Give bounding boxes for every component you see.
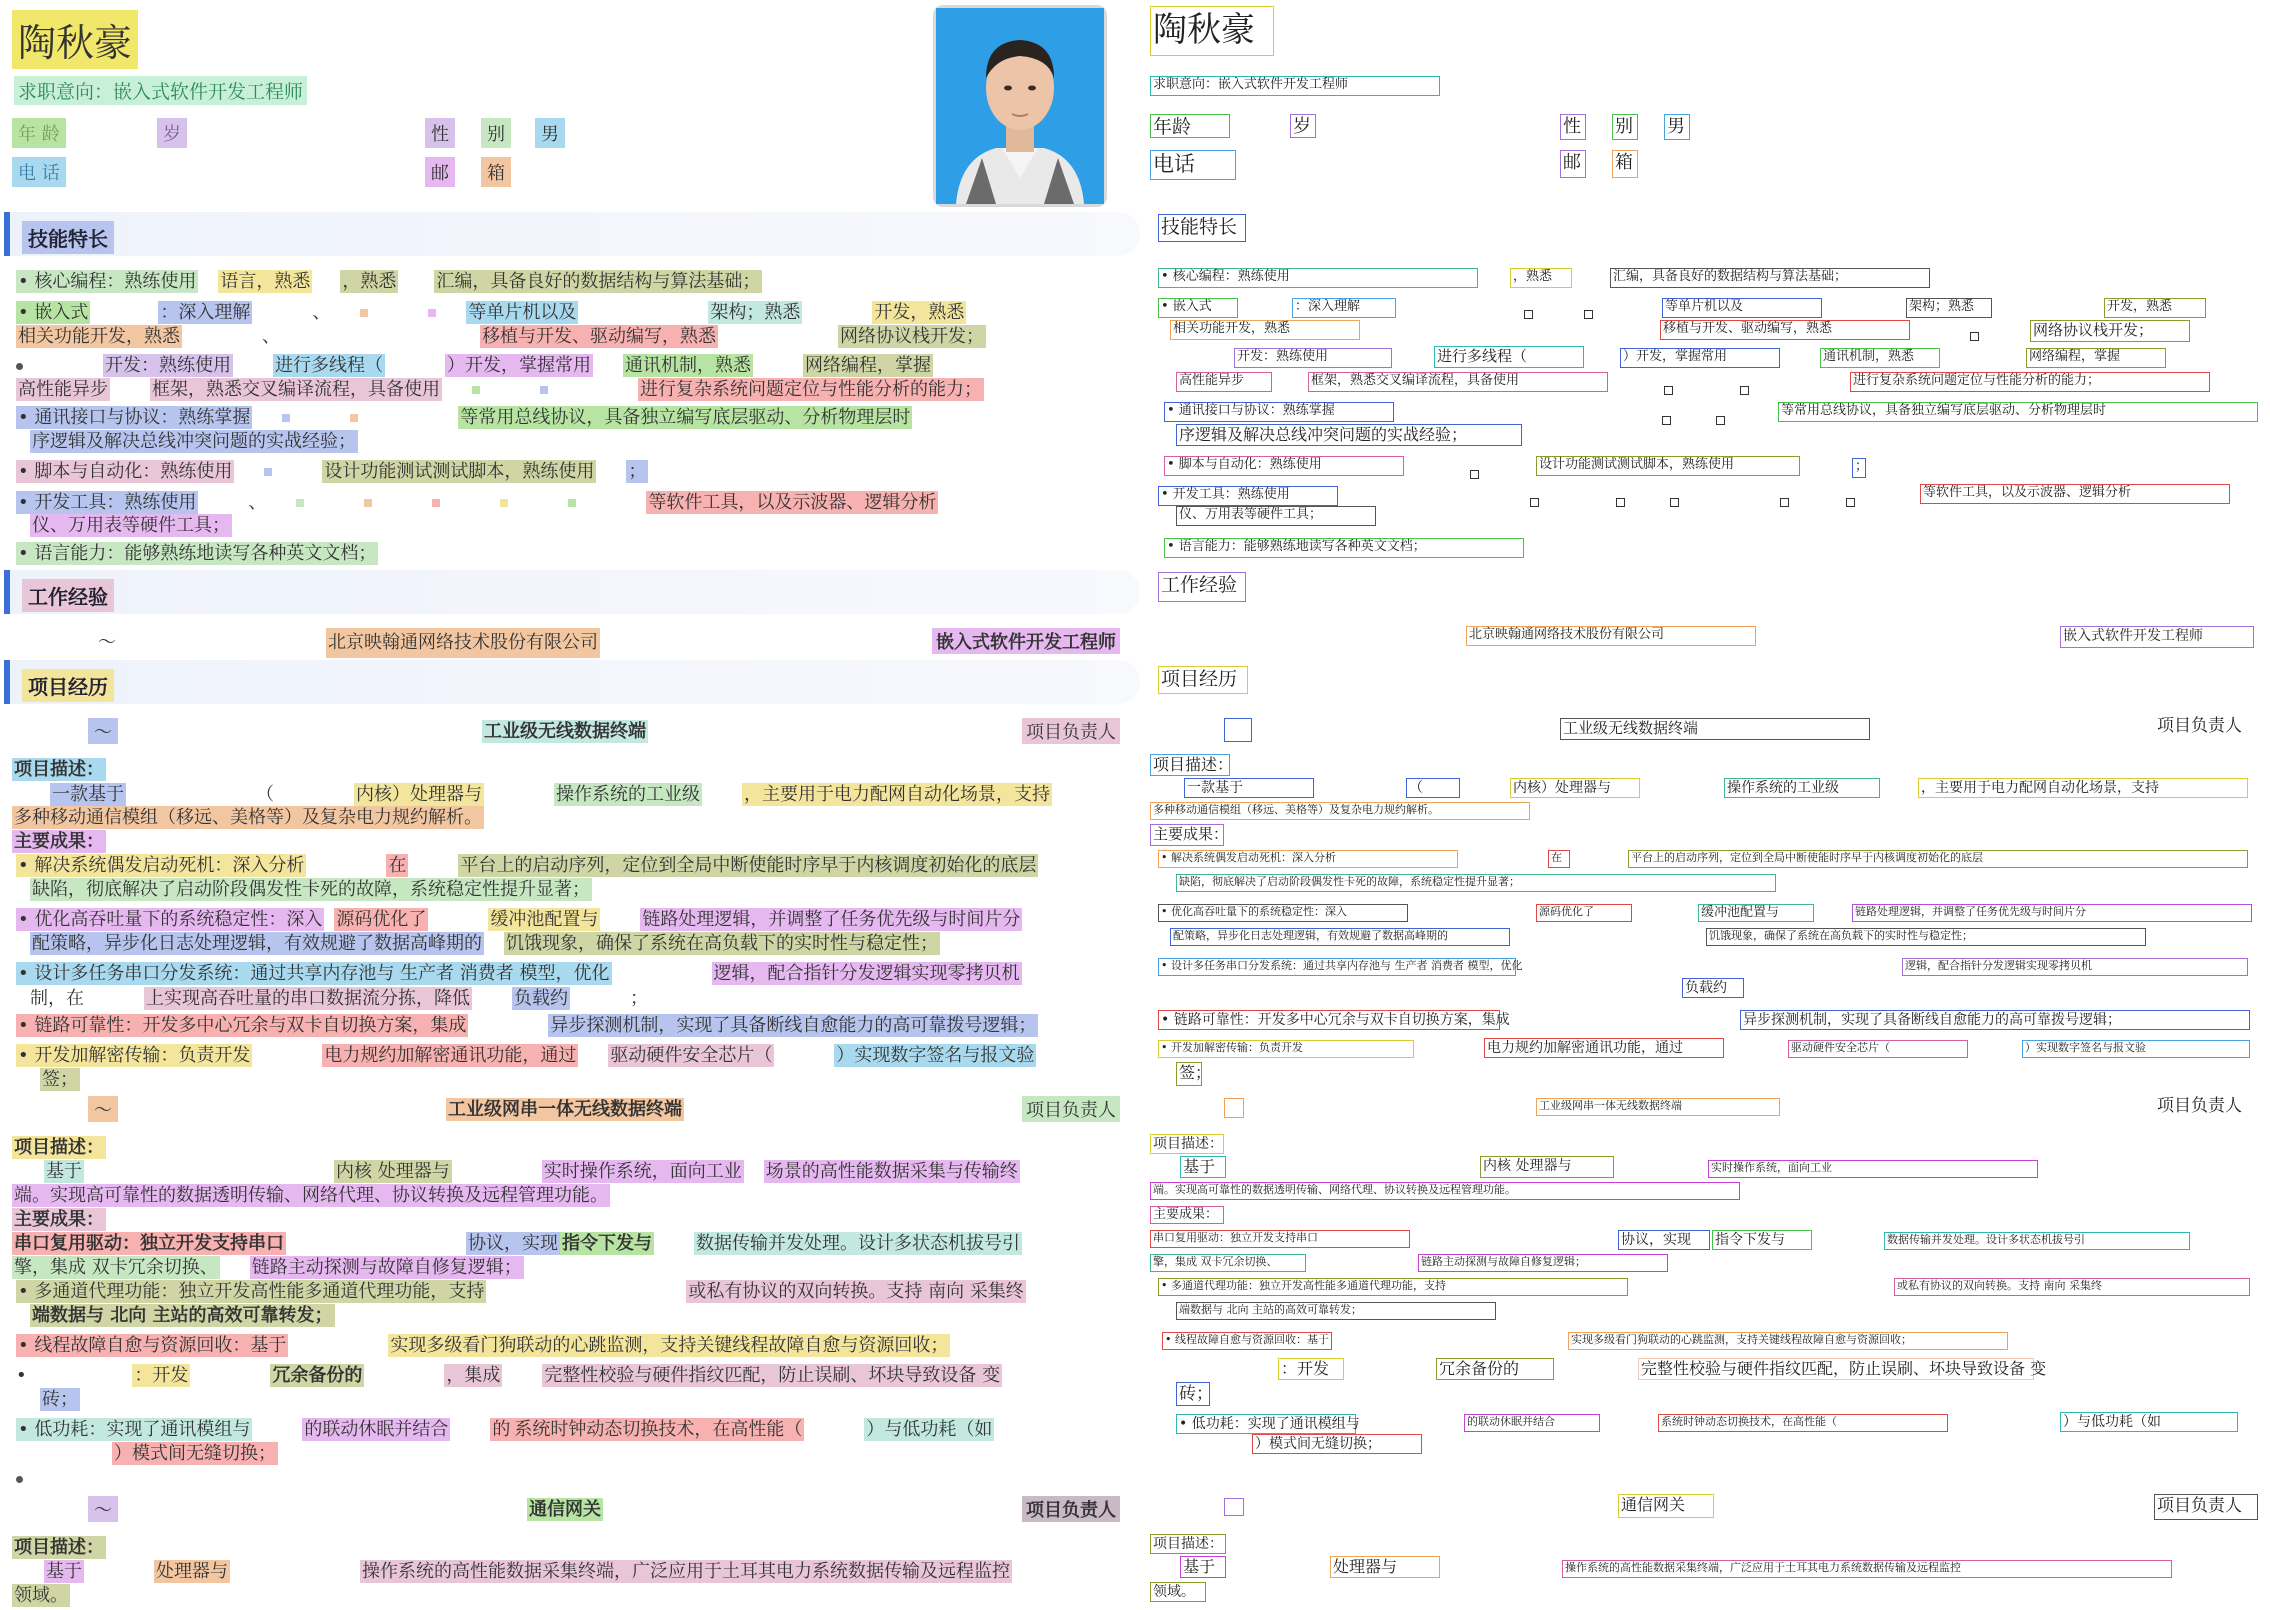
skill-line-2: • 嵌入式 ：深入理解 、 等单片机以及 架构；熟悉 开发，熟悉 <box>18 302 965 323</box>
project-3-role: 项目负责人 <box>1022 1496 1120 1522</box>
project-1-result-5b: 签； <box>42 1069 78 1090</box>
project-3-desc-b-boxed: 处理器与 <box>1330 1556 1440 1578</box>
project-3-desc-line-1: 基于 处理器与 操作系统的高性能数据采集终端，广泛应用于土耳其电力系统数据传输及远程监控 <box>46 1561 1010 1582</box>
projects-title-boxed: 项目经历 <box>1158 666 1248 694</box>
skill-5c-boxed: 进行复杂系统问题定位与性能分析的能力； <box>1850 372 2210 392</box>
marker-square <box>1970 332 1979 341</box>
gender-label-1-boxed: 性 <box>1560 114 1586 140</box>
skill-3a-boxed: 相关功能开发，熟悉 <box>1170 320 1360 340</box>
project-1-tilde-boxed <box>1224 718 1252 742</box>
project-1-result-label: 主要成果： <box>14 831 104 852</box>
project-1-result-3b: 制，在 上实现高吞吐量的串口数据流分拣，降低 负载约 ； <box>30 988 648 1009</box>
marker-square <box>1584 310 1593 319</box>
work-company: 北京映翰通网络技术股份有限公司 <box>326 628 600 658</box>
skill-4a-boxed: 开发：熟练使用 <box>1234 348 1392 368</box>
skill-3c-boxed: 网络协议栈开发； <box>2030 320 2190 342</box>
project-1-r1b-boxed: 在 <box>1548 850 1570 868</box>
skill-line-11: • 语言能力：能够熟练地读写各种英文文档； <box>18 543 377 564</box>
skill-4c-boxed: ）开发，掌握常用 <box>1620 348 1780 368</box>
project-3-desc-a-boxed: 基于 <box>1180 1556 1226 1578</box>
project-1-result-2: • 优化高吞吐量下的系统稳定性：深入 源码优化了 缓冲池配置与 链路处理逻辑，并调整了任务优先级与时间片分 <box>18 909 1021 930</box>
project-2-r2a-boxed: • 多通道代理功能：独立开发高性能多通道代理功能，支持 <box>1158 1278 1628 1296</box>
project-2-desc-c-boxed: 实时操作系统，面向工业 <box>1708 1160 2038 1178</box>
marker-square <box>1780 498 1789 507</box>
job-intent: 求职意向：嵌入式软件开发工程师 <box>14 76 307 105</box>
skill-line-6: • 通讯接口与协议：熟练掌握 等常用总线协议，具备独立编写底层驱动、分析物理层时 <box>18 407 911 428</box>
project-1-name: 工业级无线数据终端 <box>484 721 646 742</box>
project-2-result-5b: ）模式间无缝切换； <box>114 1443 276 1464</box>
project-2-name-boxed: 工业级网串一体无线数据终端 <box>1536 1098 1780 1116</box>
skill-2c-boxed: 等单片机以及 <box>1662 298 1822 318</box>
mail-label-2: 箱 <box>481 157 511 187</box>
project-2-r4a-boxed: ：开发 <box>1278 1358 1344 1380</box>
project-2-empty-bullet <box>16 1468 1126 1489</box>
skill-2b-boxed: ：深入理解 <box>1292 298 1396 318</box>
work-company-boxed: 北京映翰通网络技术股份有限公司 <box>1466 626 1756 646</box>
project-2-result-label-boxed: 主要成果： <box>1150 1206 1224 1224</box>
project-1-tilde: ～ <box>88 718 118 744</box>
work-section-bar <box>4 570 1140 614</box>
project-1-r3a-boxed: • 设计多任务串口分发系统：通过共享内存池与 生产者 消费者 模型，优化 <box>1158 958 1516 976</box>
project-1-result-3: • 设计多任务串口分发系统：通过共享内存池与 生产者 消费者 模型，优化 逻辑，配合指针分发逻辑实现零拷贝机 <box>18 963 1020 984</box>
projects-section-title: 项目经历 <box>22 669 114 702</box>
project-1-result-2b: 配策略，异步化日志处理逻辑，有效规避了数据高峰期的 饥饿现象，确保了系统在高负载下的实时性与稳定性； <box>32 933 938 954</box>
skill-6b-boxed: 等常用总线协议，具备独立编写底层驱动、分析物理层时 <box>1778 402 2258 422</box>
project-2-r1d-boxed: 数据传输并发处理。设计多状态机拔号引 <box>1884 1232 2190 1250</box>
project-3-tilde: ～ <box>88 1496 118 1522</box>
project-1-desc-c-boxed: 内核）处理器与 <box>1510 778 1640 798</box>
project-2-r4d-boxed: 砖； <box>1176 1382 1210 1406</box>
skills-section-title: 技能特长 <box>22 221 114 254</box>
gender-value: 男 <box>535 118 565 148</box>
marker-square <box>1616 498 1625 507</box>
project-2-desc-b-boxed: 内核 处理器与 <box>1480 1156 1614 1178</box>
age-label: 年 龄 <box>12 118 66 148</box>
project-1-desc-label-boxed: 项目描述： <box>1150 754 1230 776</box>
project-3-tilde-boxed <box>1224 1498 1244 1516</box>
project-1-result-1b: 缺陷，彻底解决了启动阶段偶发性卡死的故障，系统稳定性提升显著； <box>32 879 590 900</box>
project-1-name-boxed: 工业级无线数据终端 <box>1560 718 1870 740</box>
project-2-r1c-boxed: 指令下发与 <box>1712 1230 1812 1250</box>
mail-label-1-boxed: 邮 <box>1560 150 1586 178</box>
project-2-result-3: • 线程故障自愈与资源回收：基于 实现多级看门狗联动的心跳监测，支持关键线程故障自愈与资源回收； <box>18 1335 949 1356</box>
project-1-header <box>0 718 1130 748</box>
project-1-r5a-boxed: • 开发加解密传输：负责开发 <box>1158 1040 1414 1058</box>
project-1-r1c-boxed: 平台上的启动序列，定位到全局中断使能时序早于内核调度初始化的底层 <box>1628 850 2248 868</box>
project-3-desc-d-boxed: 领域。 <box>1150 1582 1206 1602</box>
project-1-r4a-boxed: • 链路可靠性：开发多中心冗余与双卡自切换方案，集成 <box>1158 1010 1500 1030</box>
skill-1c-boxed: 汇编，具备良好的数据结构与算法基础； <box>1610 268 1930 288</box>
work-position-boxed: 嵌入式软件开发工程师 <box>2060 626 2254 648</box>
marker-square <box>1740 386 1749 395</box>
age-label-boxed: 年龄 <box>1150 114 1230 138</box>
project-2-r3a-boxed: • 线程故障自愈与资源回收：基于 <box>1162 1332 1332 1350</box>
skill-6a-boxed: • 通讯接口与协议：熟练掌握 <box>1164 402 1394 422</box>
skill-4b-boxed: 进行多线程（ <box>1434 346 1584 368</box>
skill-line-10: 仪、万用表等硬件工具； <box>32 515 230 536</box>
project-2-r2c-boxed: 端数据与 北向 主站的高效可靠转发； <box>1176 1302 1496 1320</box>
project-1-r2b-boxed: 源码优化了 <box>1536 904 1632 922</box>
project-1-r2a-boxed: • 优化高吞吐量下的系统稳定性：深入 <box>1158 904 1408 922</box>
project-3-header <box>0 1496 1130 1526</box>
project-1-desc-f-boxed: 多种移动通信模组（移远、美格等）及复杂电力规约解析。 <box>1150 802 1530 820</box>
marker-square <box>1470 470 1479 479</box>
project-1-r4b-boxed: 异步探测机制，实现了具备断线自愈能力的高可靠拨号逻辑； <box>1740 1010 2250 1030</box>
project-1-r5b-boxed: 电力规约加解密通讯功能，通过 <box>1484 1038 1724 1058</box>
marker-square <box>1524 310 1533 319</box>
project-2-role: 项目负责人 <box>1022 1096 1120 1122</box>
skill-9a-boxed: • 开发工具：熟练使用 <box>1158 486 1338 506</box>
project-2-desc-a-boxed: 基于 <box>1180 1156 1226 1178</box>
project-1-r2e-boxed: 配策略，异步化日志处理逻辑，有效规避了数据高峰期的 <box>1170 928 1510 946</box>
skill-line-5: 高性能异步 框架，熟悉交叉编译流程，具备使用 进行复杂系统问题定位与性能分析的能力； <box>18 379 982 400</box>
phone-label-boxed: 电话 <box>1150 150 1236 180</box>
skills-section-bar <box>4 212 1140 256</box>
project-2-result-4: • ：开发 冗余备份的 ，集成 完整性校验与硬件指纹匹配，防止误刷、坏块导致设备 变 <box>16 1365 1001 1386</box>
project-2-result-4b: 砖； <box>42 1389 78 1410</box>
project-1-r2f-boxed: 饥饿现象，确保了系统在高负载下的实时性与稳定性； <box>1706 928 2146 946</box>
mail-label-1: 邮 <box>425 157 455 187</box>
project-2-r5d-boxed: ）与低功耗（如 <box>2060 1412 2238 1432</box>
project-1-r5e-boxed: 签； <box>1176 1062 1202 1086</box>
project-2-name: 工业级网串一体无线数据终端 <box>448 1099 682 1120</box>
project-1-result-5: • 开发加解密传输：负责开发 电力规约加解密通讯功能，通过 驱动硬件安全芯片（ ）实现数字签名与报文验 <box>18 1045 1035 1066</box>
work-title: 嵌入式软件开发工程师 <box>932 628 1120 654</box>
project-3-name: 通信网关 <box>529 1499 601 1520</box>
project-2-r5e-boxed: ）模式间无缝切换； <box>1252 1434 1422 1454</box>
marker-square <box>1716 416 1725 425</box>
right-boxed-panel <box>1140 0 2270 1604</box>
gender-label-2-boxed: 别 <box>1612 114 1638 140</box>
project-2-desc-label: 项目描述： <box>14 1137 104 1158</box>
project-1-r1a-boxed: • 解决系统偶发启动死机：深入分析 <box>1158 850 1458 868</box>
project-2-r5b-boxed: 的联动休眠并结合 <box>1464 1414 1600 1432</box>
project-1-result-label-boxed: 主要成果： <box>1150 824 1224 846</box>
mail-label-2-boxed: 箱 <box>1612 150 1638 178</box>
project-2-r4c-boxed: 完整性校验与硬件指纹匹配，防止误刷、坏块导致设备 变 <box>1638 1358 2034 1380</box>
skill-line-1: • 核心编程：熟练使用 语言，熟悉 ，熟悉 汇编，具备良好的数据结构与算法基础； <box>18 271 761 292</box>
project-2-role-boxed: 项目负责人 <box>2157 1096 2242 1116</box>
project-1-desc-e-boxed: ，主要用于电力配网自动化场景，支持 <box>1918 778 2248 798</box>
project-2-result-label: 主要成果： <box>14 1209 104 1230</box>
project-2-r1a-boxed: 串口复用驱动：独立开发支持串口 <box>1150 1230 1410 1248</box>
project-2-desc-line-2: 端。实现高可靠性的数据透明传输、网络代理、协议转换及远程管理功能。 <box>14 1185 608 1206</box>
skill-2a-boxed: • 嵌入式 <box>1158 298 1238 318</box>
project-1-r5d-boxed: ）实现数字签名与报文验 <box>2022 1040 2250 1058</box>
skill-line-8: • 脚本与自动化：熟练使用 设计功能测试测试脚本，熟练使用 ； <box>18 461 647 482</box>
project-3-name-boxed: 通信网关 <box>1618 1494 1714 1518</box>
project-2-r3b-boxed: 实现多级看门狗联动的心跳监测，支持关键线程故障自愈与资源回收； <box>1568 1332 2008 1350</box>
project-1-desc-b-boxed: （ <box>1406 778 1460 798</box>
gender-label-1: 性 <box>425 118 455 148</box>
project-1-r5c-boxed: 驱动硬件安全芯片（ <box>1788 1040 1968 1058</box>
skill-5a-boxed: 高性能异步 <box>1176 372 1272 392</box>
gender-label-2: 别 <box>481 118 511 148</box>
skill-10-boxed: 仪、万用表等硬件工具； <box>1176 506 1376 526</box>
marker-square <box>1662 416 1671 425</box>
project-1-result-4: • 链路可靠性：开发多中心冗余与双卡自切换方案，集成 异步探测机制，实现了具备断线自愈能力的高可靠拨号逻辑； <box>18 1015 1037 1036</box>
skill-2d-boxed: 架构；熟悉 <box>1906 298 1992 318</box>
age-unit-boxed: 岁 <box>1290 114 1316 138</box>
skill-3b-boxed: 移植与开发、驱动编写，熟悉 <box>1660 320 1910 340</box>
project-2-r2b-boxed: 或私有协议的双向转换。支持 南向 采集终 <box>1894 1278 2250 1296</box>
project-1-result-1: • 解决系统偶发启动死机：深入分析 在 平台上的启动序列，定位到全局中断使能时序早于内核调度初始化的底层 <box>18 855 1037 876</box>
skill-11-boxed: • 语言能力：能够熟练地读写各种英文文档； <box>1164 538 1524 558</box>
skill-8c-boxed: ； <box>1852 458 1866 478</box>
job-intent-boxed: 求职意向：嵌入式软件开发工程师 <box>1150 76 1440 96</box>
skill-1b-boxed: ，熟悉 <box>1510 268 1572 288</box>
project-1-desc-d-boxed: 操作系统的工业级 <box>1724 778 1880 798</box>
project-2-result-1b: 擎，集成 双卡冗余切换、 链路主动探测与故障自修复逻辑； <box>14 1257 522 1278</box>
project-1-r2c-boxed: 缓冲池配置与 <box>1698 904 1814 922</box>
project-1-r1d-boxed: 缺陷，彻底解决了启动阶段偶发性卡死的故障，系统稳定性提升显著； <box>1176 874 1776 892</box>
project-2-tilde-boxed <box>1224 1098 1244 1118</box>
project-2-header <box>0 1096 1130 1126</box>
project-1-desc-label: 项目描述： <box>14 759 104 780</box>
project-2-desc-line-1: 基于 内核 处理器与 实时操作系统，面向工业 场景的高性能数据采集与传输终 <box>46 1161 1018 1182</box>
project-2-r1b-boxed: 协议，实现 <box>1618 1230 1710 1250</box>
skill-9b-boxed: 等软件工具，以及示波器、逻辑分析 <box>1920 484 2230 504</box>
marker-square <box>1664 386 1673 395</box>
gender-value-boxed: 男 <box>1664 114 1690 140</box>
project-3-desc-line-2: 领域。 <box>14 1585 68 1606</box>
project-1-role-boxed: 项目负责人 <box>2157 716 2242 736</box>
project-3-desc-c-boxed: 操作系统的高性能数据采集终端，广泛应用于土耳其电力系统数据传输及远程监控 <box>1562 1560 2172 1578</box>
work-entry <box>0 628 1130 658</box>
project-2-r5a-boxed: • 低功耗：实现了通讯模组与 <box>1176 1414 1356 1434</box>
project-2-result-5: • 低功耗：实现了通讯模组与 的联动休眠并结合 的 系统时钟动态切换技术，在高性能（ ）与低功耗（如 <box>18 1419 993 1440</box>
project-2-r4b-boxed: 冗余备份的 <box>1436 1358 1554 1380</box>
project-1-role: 项目负责人 <box>1022 718 1120 744</box>
name-title-boxed: 陶秋豪 <box>1150 6 1274 56</box>
work-section-title: 工作经验 <box>22 579 114 612</box>
project-2-desc-d-boxed: 端。实现高可靠性的数据透明传输、网络代理、协议转换及远程管理功能。 <box>1150 1182 1740 1200</box>
skill-line-3: 相关功能开发，熟悉 、 移植与开发、驱动编写，熟悉 网络协议栈开发； <box>18 326 984 347</box>
projects-section-bar <box>4 660 1140 704</box>
project-2-result-1: 串口复用驱动：独立开发支持串口 协议，实现 指令下发与 数据传输并发处理。设计多状态机拔号引 <box>14 1233 1020 1254</box>
skill-8a-boxed: • 脚本与自动化：熟练使用 <box>1164 456 1404 476</box>
phone-label: 电 话 <box>12 157 66 187</box>
skill-7-boxed: 序逻辑及解决总线冲突问题的实战经验； <box>1176 424 1522 446</box>
skill-8b-boxed: 设计功能测试测试脚本，熟练使用 <box>1536 456 1800 476</box>
project-1-r2d-boxed: 链路处理逻辑，并调整了任务优先级与时间片分 <box>1852 904 2252 922</box>
marker-square <box>1846 498 1855 507</box>
skill-5b-boxed: 框架，熟悉交叉编译流程，具备使用 <box>1308 372 1608 392</box>
skill-line-7: 序逻辑及解决总线冲突问题的实战经验； <box>32 431 356 452</box>
project-1-desc-a-boxed: 一款基于 <box>1184 778 1314 798</box>
project-2-desc-label-boxed: 项目描述： <box>1150 1134 1224 1154</box>
project-1-r3b-boxed: 逻辑，配合指针分发逻辑实现零拷贝机 <box>1902 958 2248 976</box>
age-unit: 岁 <box>157 118 187 148</box>
skill-4d-boxed: 通讯机制，熟悉 <box>1820 348 1940 368</box>
project-1-r3c-boxed: 负载约 <box>1682 978 1744 998</box>
skill-1a-boxed: • 核心编程：熟练使用 <box>1158 268 1478 288</box>
work-tilde: ～ <box>98 632 116 653</box>
skill-line-9: • 开发工具：熟练使用 、 等软件工具，以及示波器、逻辑分析 <box>18 492 937 513</box>
project-3-desc-label: 项目描述： <box>14 1537 104 1558</box>
project-2-r5c-boxed: 系统时钟动态切换技术，在高性能（ <box>1658 1414 1948 1432</box>
project-2-tilde: ～ <box>88 1096 118 1122</box>
work-title-boxed: 工作经验 <box>1158 572 1246 602</box>
skills-title-boxed: 技能特长 <box>1158 214 1246 242</box>
marker-square <box>1530 498 1539 507</box>
profile-photo <box>933 5 1107 207</box>
project-2-result-2: • 多通道代理功能：独立开发高性能多通道代理功能，支持 或私有协议的双向转换。支持 南向 采集终 <box>18 1281 1024 1302</box>
project-2-r1f-boxed: 链路主动探测与故障自修复逻辑； <box>1418 1254 1668 1272</box>
skill-line-4: 开发：熟练使用 进行多线程（ ）开发，掌握常用 通讯机制，熟悉 网络编程，掌握 <box>16 352 1126 380</box>
skill-4e-boxed: 网络编程，掌握 <box>2026 348 2166 368</box>
skill-2e-boxed: 开发，熟悉 <box>2104 298 2206 318</box>
project-1-desc-line-2: 多种移动通信模组（移远、美格等）及复杂电力规约解析。 <box>14 807 482 828</box>
marker-square <box>1670 498 1679 507</box>
name-title: 陶秋豪 <box>12 10 138 69</box>
project-2-result-2b: 端数据与 北向 主站的高效可靠转发； <box>32 1305 333 1326</box>
project-1-desc-line-1: 一款基于 （ 内核）处理器与 操作系统的工业级 ，主要用于电力配网自动化场景，支持 <box>52 784 1050 805</box>
project-3-desc-label-boxed: 项目描述： <box>1150 1534 1226 1554</box>
project-3-role-boxed: 项目负责人 <box>2154 1494 2258 1520</box>
project-2-r1e-boxed: 擎，集成 双卡冗余切换、 <box>1150 1254 1306 1272</box>
